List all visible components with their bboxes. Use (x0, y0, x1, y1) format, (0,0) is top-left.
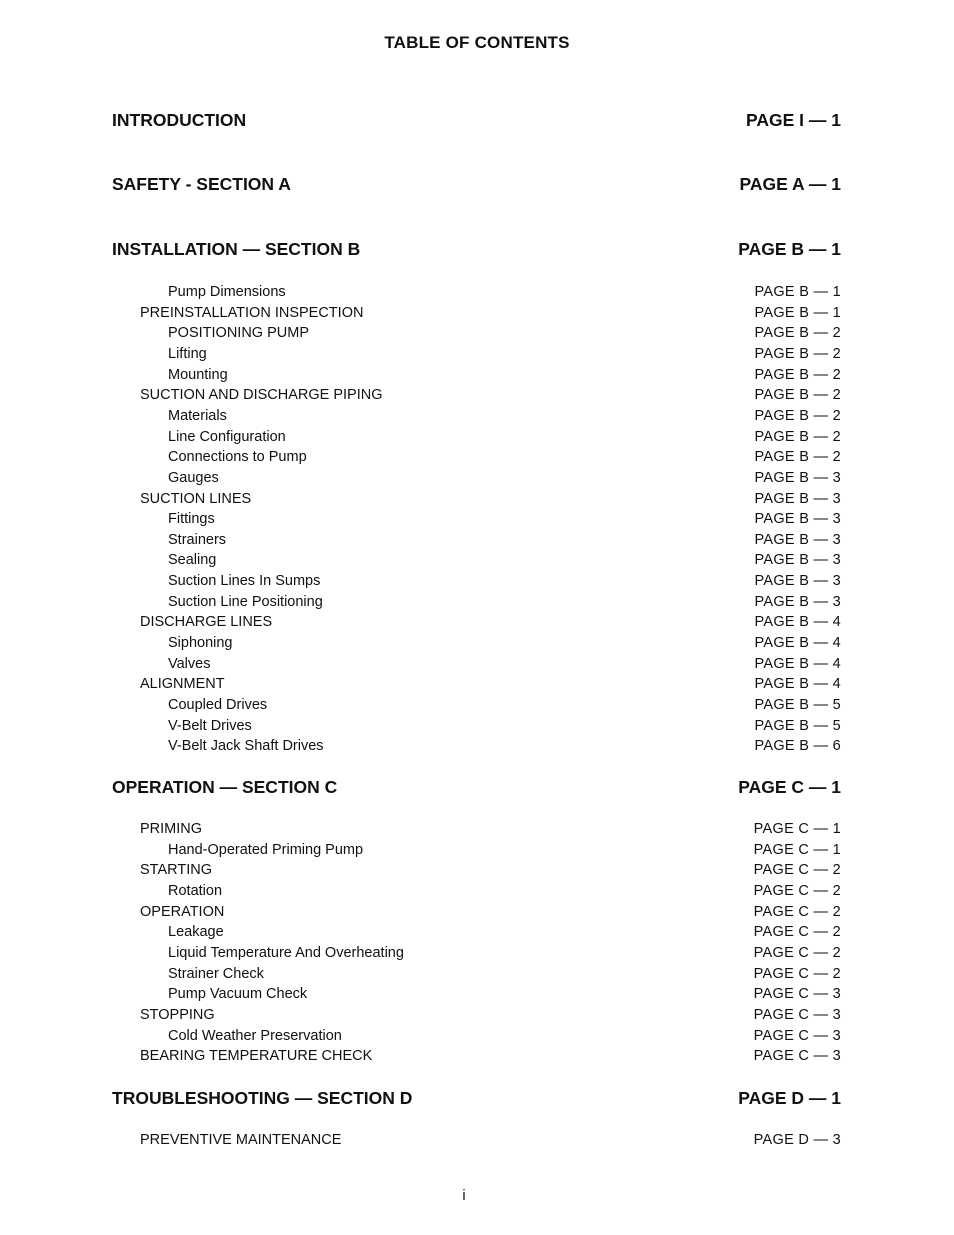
toc-entry-strainers[interactable] (0, 530, 954, 552)
entry-title: Strainer Check (168, 966, 268, 982)
toc-entry-pump-vacuum-check[interactable] (0, 984, 954, 1006)
entry-title: SUCTION AND DISCHARGE PIPING (140, 387, 387, 403)
page-reference: PAGE B — 2 (754, 345, 841, 362)
toc-entry-gauges[interactable] (0, 468, 954, 490)
toc-entry-fittings[interactable] (0, 509, 954, 531)
page-reference: PAGE B — 3 (754, 469, 841, 486)
toc-entry-pump-dimensions[interactable] (0, 282, 954, 304)
entry-title: OPERATION (140, 904, 228, 920)
page-reference: PAGE D — 1 (738, 1088, 841, 1108)
entry-title: Cold Weather Preservation (168, 1028, 346, 1044)
entry-title: Mounting (168, 367, 232, 383)
toc-entry-preinstallation-inspection[interactable] (0, 303, 954, 325)
toc-entry-sealing[interactable] (0, 550, 954, 572)
entry-title: BEARING TEMPERATURE CHECK (140, 1048, 376, 1064)
entry-title: V-Belt Jack Shaft Drives (168, 738, 328, 754)
entry-title: PREINSTALLATION INSPECTION (140, 305, 367, 321)
entry-title: PREVENTIVE MAINTENANCE (140, 1132, 345, 1148)
toc-entry-leakage[interactable] (0, 922, 954, 944)
toc-entry-alignment[interactable] (0, 674, 954, 696)
toc-entry-starting[interactable] (0, 860, 954, 882)
page-number: i (462, 1188, 466, 1204)
page-reference: PAGE B — 4 (754, 655, 841, 672)
page-reference: PAGE B — 5 (754, 697, 841, 713)
page-reference: PAGE B — 2 (754, 428, 841, 445)
entry-title: Suction Lines In Sumps (168, 573, 324, 589)
page-reference: PAGE C — 2 (753, 882, 841, 899)
page-reference: PAGE C — 2 (753, 903, 841, 920)
page-reference: PAGE B — 2 (754, 325, 841, 342)
entry-title: Strainers (168, 532, 230, 548)
toc-entry-cold-weather-preservation[interactable] (0, 1026, 954, 1048)
toc-entry-hand-operated-priming-pump[interactable] (0, 840, 954, 862)
toc-entry-suction-line-positioning[interactable] (0, 592, 954, 614)
page-reference: PAGE B — 5 (754, 717, 841, 734)
toc-entry-priming[interactable] (0, 819, 954, 841)
toc-section-introduction[interactable] (0, 109, 954, 131)
entry-title: INTRODUCTION (112, 110, 250, 130)
entry-title: Liquid Temperature And Overheating (168, 945, 408, 961)
page-reference: PAGE A — 1 (739, 174, 841, 194)
page-reference: PAGE C — 2 (753, 862, 841, 879)
toc-entry-lifting[interactable] (0, 344, 954, 366)
page-reference: PAGE I — 1 (746, 110, 841, 130)
page-reference: PAGE C — 3 (753, 986, 841, 1003)
toc-section-safety-section-a[interactable] (0, 173, 954, 195)
entry-title: SAFETY - SECTION A (112, 174, 295, 194)
page-reference: PAGE B — 4 (754, 676, 841, 693)
page-reference: PAGE B — 3 (754, 490, 841, 507)
entry-title: V-Belt Drives (168, 718, 256, 734)
toc-entry-strainer-check[interactable] (0, 964, 954, 986)
toc-entry-stopping[interactable] (0, 1005, 954, 1027)
page-reference: PAGE C — 2 (753, 924, 841, 941)
toc-entry-siphoning[interactable] (0, 633, 954, 655)
toc-entry-bearing-temperature-check[interactable] (0, 1046, 954, 1068)
page-reference: PAGE C — 2 (753, 944, 841, 961)
toc-entry-mounting[interactable] (0, 365, 954, 387)
page-reference: PAGE C — 3 (753, 1027, 841, 1044)
toc-entry-preventive-maintenance[interactable] (0, 1130, 954, 1152)
entry-title: Materials (168, 408, 231, 424)
page-reference: PAGE B — 1 (754, 284, 841, 300)
toc-entry-liquid-temperature-and-overheating[interactable] (0, 943, 954, 965)
page-reference: PAGE B — 1 (738, 239, 841, 259)
page-reference: PAGE B — 3 (754, 593, 841, 610)
entry-title: Coupled Drives (168, 697, 271, 713)
page-reference: PAGE C — 3 (753, 1006, 841, 1023)
toc-entry-operation[interactable] (0, 902, 954, 924)
toc-entry-suction-lines[interactable] (0, 489, 954, 511)
toc-entry-discharge-lines[interactable] (0, 612, 954, 634)
entry-title: PRIMING (140, 821, 206, 837)
page-reference: PAGE B — 3 (754, 531, 841, 548)
entry-title: INSTALLATION — SECTION B (112, 239, 364, 259)
page-title: TABLE OF CONTENTS (384, 33, 570, 52)
entry-title: Fittings (168, 511, 219, 527)
page-reference: PAGE B — 1 (754, 304, 841, 321)
toc-entry-coupled-drives[interactable] (0, 695, 954, 717)
entry-title: Rotation (168, 883, 226, 899)
page-reference: PAGE B — 4 (754, 614, 841, 631)
entry-title: SUCTION LINES (140, 491, 255, 507)
page-reference: PAGE B — 3 (754, 511, 841, 528)
entry-title: Sealing (168, 552, 220, 568)
entry-title: Lifting (168, 346, 211, 362)
toc-entry-suction-lines-in-sumps[interactable] (0, 571, 954, 593)
page-reference: PAGE C — 1 (753, 841, 841, 858)
entry-title: Line Configuration (168, 429, 290, 445)
entry-title: Leakage (168, 924, 228, 940)
toc-entry-v-belt-drives[interactable] (0, 716, 954, 738)
toc-entry-valves[interactable] (0, 654, 954, 676)
entry-title: Siphoning (168, 635, 237, 651)
toc-section-operation-section-c[interactable] (0, 776, 954, 798)
entry-title: Valves (168, 656, 214, 672)
toc-entry-rotation[interactable] (0, 881, 954, 903)
entry-title: Pump Dimensions (168, 284, 290, 300)
entry-title: OPERATION — SECTION C (112, 777, 341, 797)
page-reference: PAGE B — 2 (754, 387, 841, 404)
toc-entry-line-configuration[interactable] (0, 427, 954, 449)
page-reference: PAGE C — 1 (738, 777, 841, 797)
entry-title: ALIGNMENT (140, 676, 229, 692)
entry-title: DISCHARGE LINES (140, 614, 276, 630)
entry-title: STARTING (140, 862, 216, 878)
page-reference: PAGE B — 6 (754, 738, 841, 755)
page-reference: PAGE D — 3 (753, 1132, 841, 1148)
page-reference: PAGE B — 2 (754, 407, 841, 424)
entry-title: Gauges (168, 470, 223, 486)
toc-entry-positioning-pump[interactable] (0, 323, 954, 345)
page-reference: PAGE B — 4 (754, 635, 841, 652)
page-reference: PAGE C — 2 (753, 965, 841, 982)
entry-title: TROUBLESHOOTING — SECTION D (112, 1088, 416, 1108)
entry-title: STOPPING (140, 1007, 219, 1023)
toc-entry-suction-and-discharge-piping[interactable] (0, 385, 954, 407)
page-reference: PAGE B — 2 (754, 366, 841, 383)
page-reference: PAGE C — 1 (753, 821, 841, 837)
entry-title: Connections to Pump (168, 449, 311, 465)
entry-title: Pump Vacuum Check (168, 986, 311, 1002)
toc-section-troubleshooting-section-d[interactable] (0, 1087, 954, 1109)
entry-title: Suction Line Positioning (168, 594, 327, 610)
toc-entry-v-belt-jack-shaft-drives[interactable] (0, 736, 954, 758)
toc-entry-connections-to-pump[interactable] (0, 447, 954, 469)
page-reference: PAGE C — 3 (753, 1048, 841, 1065)
page-reference: PAGE B — 3 (754, 573, 841, 590)
page-reference: PAGE B — 3 (754, 552, 841, 569)
toc-entry-materials[interactable] (0, 406, 954, 428)
entry-title: Hand-Operated Priming Pump (168, 842, 367, 858)
entry-title: POSITIONING PUMP (168, 325, 313, 341)
toc-section-installation-section-b[interactable] (0, 238, 954, 260)
page-reference: PAGE B — 2 (754, 449, 841, 466)
